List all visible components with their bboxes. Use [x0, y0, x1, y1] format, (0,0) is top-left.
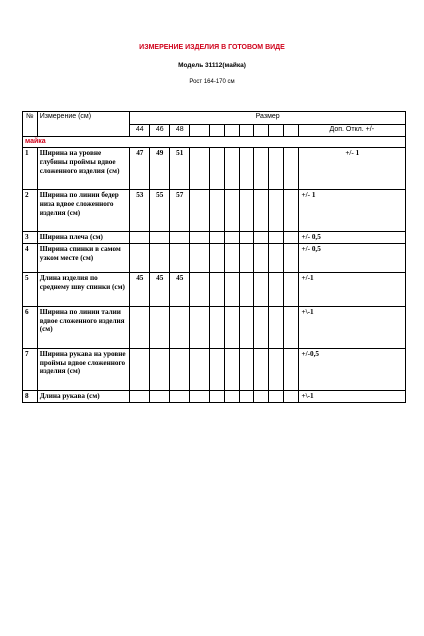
empty-cell: [269, 190, 284, 232]
empty-cell: [269, 273, 284, 307]
empty-cell: [283, 391, 298, 403]
empty-cell: [210, 244, 225, 273]
row-value-44: [130, 307, 150, 349]
empty-cell: [210, 190, 225, 232]
header-number: №: [23, 112, 38, 137]
empty-cell: [190, 125, 210, 137]
row-value-48: 45: [170, 273, 190, 307]
empty-cell: [190, 391, 210, 403]
empty-cell: [269, 307, 284, 349]
empty-cell: [224, 232, 239, 244]
empty-cell: [283, 125, 298, 137]
header-size-44: 44: [130, 125, 150, 137]
empty-cell: [283, 273, 298, 307]
table-row: [23, 232, 406, 244]
row-tolerance: +/- 1: [298, 148, 405, 190]
row-tolerance: +/- 0,5: [298, 244, 405, 273]
empty-cell: [239, 190, 254, 232]
row-number: 8: [23, 391, 38, 403]
empty-cell: [190, 244, 210, 273]
row-value-46: 55: [150, 190, 170, 232]
row-measurement: Ширина по линии талии вдвое сложенного изделия (см): [37, 307, 130, 349]
row-number: 3: [23, 232, 38, 244]
header-size: Размер: [130, 112, 406, 125]
row-value-48: 51: [170, 148, 190, 190]
row-measurement: Длина изделия по среднему шву спинки (см): [37, 273, 130, 307]
row-tolerance: +/- 1: [298, 190, 405, 232]
model-name: Модель 31112(майка): [178, 62, 246, 69]
empty-cell: [283, 349, 298, 391]
row-value-44: [130, 349, 150, 391]
empty-cell: [190, 190, 210, 232]
row-value-46: 49: [150, 148, 170, 190]
empty-cell: [210, 349, 225, 391]
empty-cell: [269, 125, 284, 137]
empty-cell: [224, 349, 239, 391]
empty-cell: [269, 232, 284, 244]
empty-cell: [239, 349, 254, 391]
empty-cell: [190, 148, 210, 190]
row-value-46: [150, 232, 170, 244]
size-chart-table: [22, 111, 406, 403]
empty-cell: [254, 349, 269, 391]
row-value-44: 45: [130, 273, 150, 307]
row-tolerance: +/- 0,5: [298, 232, 405, 244]
row-tolerance: +/-0,5: [298, 349, 405, 391]
empty-cell: [254, 232, 269, 244]
row-value-48: [170, 232, 190, 244]
row-value-48: [170, 349, 190, 391]
empty-cell: [224, 148, 239, 190]
empty-cell: [254, 307, 269, 349]
row-number: 4: [23, 244, 38, 273]
row-value-46: [150, 307, 170, 349]
empty-cell: [269, 148, 284, 190]
empty-cell: [283, 190, 298, 232]
row-number: 7: [23, 349, 38, 391]
header-size-46: 46: [150, 125, 170, 137]
empty-cell: [239, 148, 254, 190]
header-size-48: 48: [170, 125, 190, 137]
header-measurement: Измерение (см): [37, 112, 130, 137]
table-row: [23, 391, 406, 403]
empty-cell: [283, 307, 298, 349]
row-value-44: 53: [130, 190, 150, 232]
empty-cell: [239, 232, 254, 244]
empty-cell: [269, 391, 284, 403]
table-row: [23, 244, 406, 273]
empty-cell: [239, 391, 254, 403]
row-measurement: Ширина плеча (см): [37, 232, 130, 244]
empty-cell: [224, 307, 239, 349]
empty-cell: [190, 349, 210, 391]
row-value-48: 57: [170, 190, 190, 232]
row-number: 1: [23, 148, 38, 190]
row-measurement: Длина рукава (см): [37, 391, 130, 403]
row-value-48: [170, 307, 190, 349]
empty-cell: [269, 349, 284, 391]
empty-cell: [239, 125, 254, 137]
row-value-44: [130, 391, 150, 403]
empty-cell: [210, 391, 225, 403]
table-row: [23, 148, 406, 190]
empty-cell: [283, 232, 298, 244]
row-number: 2: [23, 190, 38, 232]
header-tolerance: Доп. Откл. +/-: [298, 125, 405, 137]
row-value-44: 47: [130, 148, 150, 190]
empty-cell: [239, 307, 254, 349]
row-value-48: [170, 244, 190, 273]
row-number: 5: [23, 273, 38, 307]
empty-cell: [254, 244, 269, 273]
section-label: майка: [23, 137, 406, 148]
table-row: [23, 349, 406, 391]
empty-cell: [224, 125, 239, 137]
empty-cell: [224, 244, 239, 273]
empty-cell: [239, 273, 254, 307]
row-tolerance: +\-1: [298, 307, 405, 349]
empty-cell: [224, 190, 239, 232]
empty-cell: [283, 148, 298, 190]
empty-cell: [254, 125, 269, 137]
empty-cell: [210, 125, 225, 137]
row-tolerance: +\-1: [298, 391, 405, 403]
height-range: Рост 164-170 см: [189, 79, 235, 85]
empty-cell: [254, 273, 269, 307]
empty-cell: [239, 244, 254, 273]
row-value-46: [150, 349, 170, 391]
table-row: [23, 273, 406, 307]
row-measurement: Ширина на уровне глубины проймы вдвое сложенного изделия (см): [37, 148, 130, 190]
empty-cell: [210, 273, 225, 307]
empty-cell: [254, 391, 269, 403]
table-row: [23, 190, 406, 232]
row-value-44: [130, 232, 150, 244]
empty-cell: [224, 391, 239, 403]
empty-cell: [210, 148, 225, 190]
row-measurement: Ширина по линии бедер низа вдвое сложенного изделия (см): [37, 190, 130, 232]
row-number: 6: [23, 307, 38, 349]
row-measurement: Ширина рукава на уровне проймы вдвое сложенного изделия (см): [37, 349, 130, 391]
empty-cell: [254, 148, 269, 190]
row-value-44: [130, 244, 150, 273]
table-row: [23, 307, 406, 349]
empty-cell: [283, 244, 298, 273]
empty-cell: [254, 190, 269, 232]
empty-cell: [210, 307, 225, 349]
row-measurement: Ширина спинки в самом узком месте (см): [37, 244, 130, 273]
row-value-46: [150, 244, 170, 273]
empty-cell: [269, 244, 284, 273]
empty-cell: [190, 307, 210, 349]
empty-cell: [190, 232, 210, 244]
document-title: ИЗМЕРЕНИЕ ИЗДЕЛИЯ В ГОТОВОМ ВИДЕ: [139, 44, 285, 51]
row-value-46: [150, 391, 170, 403]
empty-cell: [210, 232, 225, 244]
empty-cell: [224, 273, 239, 307]
row-value-48: [170, 391, 190, 403]
empty-cell: [190, 273, 210, 307]
row-value-46: 45: [150, 273, 170, 307]
row-tolerance: +/-1: [298, 273, 405, 307]
